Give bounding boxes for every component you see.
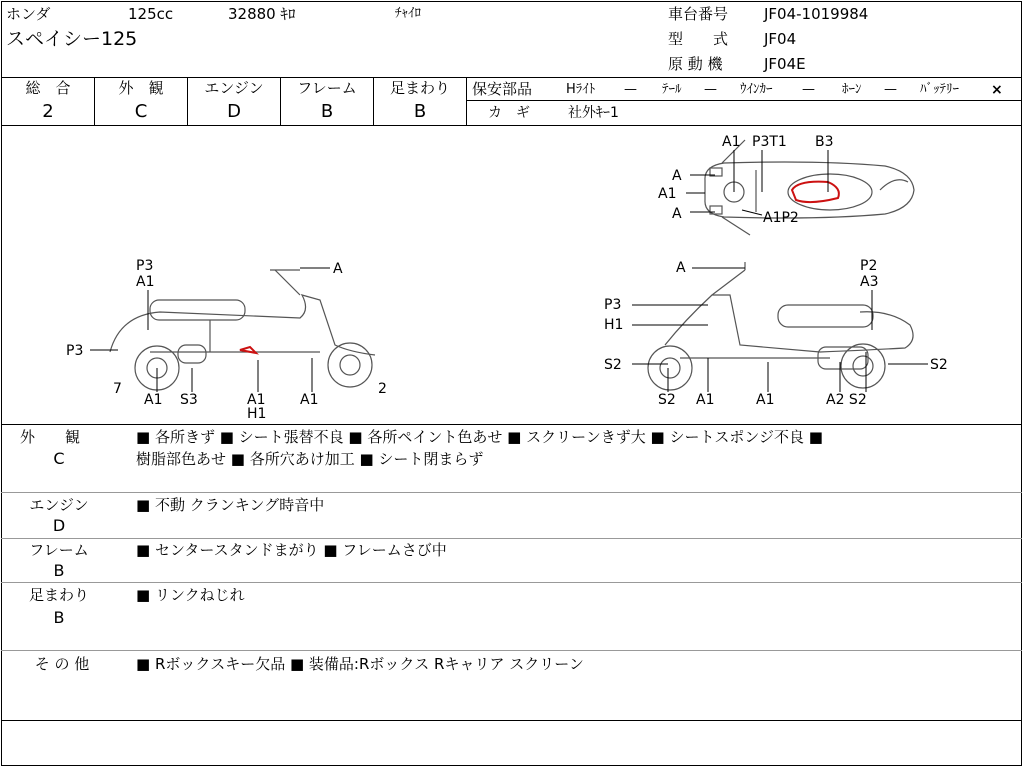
suspension-label: 足まわり — [28, 586, 89, 604]
model-name: スペイシー125 — [6, 28, 138, 50]
label-top-a1: A1 — [722, 134, 741, 150]
divider — [1, 582, 1022, 583]
grade-suspension-label: 足まわり — [389, 79, 450, 97]
frame-remarks: ■ センタースタンドまがり ■ フレームさび中 — [136, 541, 447, 559]
label-top-a1-left: A1 — [658, 186, 677, 202]
safety-item-battery: ﾊﾞｯﾃﾘｰ — [920, 82, 959, 97]
grade-overall-label: 総 合 — [25, 79, 71, 97]
safety-item-tail: ﾃｰﾙ — [662, 82, 682, 97]
maker: ホンダ — [6, 5, 51, 23]
label-right-a1-floor: A1 — [696, 392, 715, 408]
frame-grade: B — [53, 561, 65, 580]
grade-suspension-value: B — [413, 101, 427, 122]
engine-label: エンジン — [29, 496, 89, 514]
damage-mark-top — [792, 182, 839, 202]
label-right-a1-body: A1 — [756, 392, 775, 408]
label-left-h1: H1 — [247, 406, 267, 422]
grade-frame-label: フレーム — [297, 79, 357, 97]
engine-remarks: ■ 不動 クランキング時音中 — [136, 496, 325, 514]
divider — [1, 492, 1022, 493]
label-left-a1-rear: A1 — [300, 392, 319, 408]
frame-no-label: 車台番号 — [668, 5, 729, 23]
divider — [1, 538, 1022, 539]
label-left-p3: P3 — [136, 258, 154, 274]
label-right-p3: P3 — [604, 297, 622, 313]
grade-exterior-value: C — [134, 101, 148, 122]
safety-status-tail: — — [704, 82, 717, 97]
label-left-s3: S3 — [180, 392, 198, 408]
type-value: JF04 — [764, 30, 797, 48]
mileage: 32880 ｷﾛ — [228, 5, 296, 23]
grade-overall-value: 2 — [42, 101, 54, 122]
label-top-a-lower: A — [672, 206, 682, 222]
label-left-7: 7 — [113, 381, 122, 397]
scooter-top-view — [705, 140, 914, 235]
label-left-a1-top: A1 — [136, 274, 155, 290]
divider — [1, 720, 1022, 721]
color: ﾁｬｲﾛ — [395, 6, 421, 21]
safety-status-winker: — — [802, 82, 815, 97]
label-right-a3: A3 — [860, 274, 879, 290]
suspension-remarks: ■ リンクねじれ — [136, 586, 245, 604]
label-right-s2-rear: S2 — [930, 357, 948, 373]
safety-status-horn: — — [884, 82, 897, 97]
divider — [1, 650, 1022, 651]
label-left-p3-front: P3 — [66, 343, 84, 359]
safety-item-horn: ﾎｰﾝ — [842, 82, 862, 97]
label-right-h1: H1 — [604, 317, 624, 333]
engine-grade: D — [52, 516, 66, 535]
key-label: カ ギ — [488, 105, 530, 121]
label-top-a-upper: A — [672, 168, 682, 184]
label-left-a-bar: A — [333, 261, 343, 277]
engine-value: JF04E — [764, 55, 806, 73]
label-right-s2-front: S2 — [604, 357, 622, 373]
frame-label: フレーム — [29, 541, 89, 559]
other-remarks: ■ Rボックスキー欠品 ■ 装備品:Rボックス Rキャリア スクリーン — [136, 655, 584, 673]
label-top-a1p2: A1P2 — [763, 210, 799, 226]
engine-label: 原 動 機 — [668, 55, 723, 73]
label-left-a1: A1 — [144, 392, 163, 408]
label-top-b3: B3 — [815, 134, 834, 150]
suspension-grade: B — [53, 608, 65, 627]
type-label: 型 式 — [668, 30, 729, 48]
exterior-remarks-1: ■ 各所きず ■ シート張替不良 ■ 各所ペイント色あせ ■ スクリーンきず大 ■ シートスポンジ不良 ■ — [136, 428, 823, 446]
safety-item-winker: ｳｲﾝｶｰ — [740, 82, 773, 97]
label-right-a2s2: A2 S2 — [826, 392, 867, 408]
grade-engine-value: D — [227, 101, 241, 122]
label-left-2: 2 — [378, 381, 387, 397]
grade-engine-label: エンジン — [204, 79, 264, 97]
safety-status-headlight: — — [624, 82, 637, 97]
other-label: そ の 他 — [34, 655, 90, 673]
label-right-s2-wheel: S2 — [658, 392, 676, 408]
exterior-label: 外 観 — [19, 428, 80, 446]
label-top-p3t1: P3T1 — [752, 134, 787, 150]
safety-label: 保安部品 — [472, 80, 533, 98]
label-right-p2: P2 — [860, 258, 878, 274]
callout-lines — [90, 150, 928, 392]
exterior-remarks-2: 樹脂部色あせ ■ 各所穴あけ加工 ■ シート閉まらず — [136, 450, 484, 468]
frame-no: JF04-1019984 — [764, 5, 869, 23]
safety-status-battery: × — [991, 82, 1003, 98]
label-right-a-bar: A — [676, 260, 686, 276]
displacement: 125cc — [128, 5, 174, 23]
exterior-grade: C — [53, 449, 65, 468]
safety-item-headlight: Hﾗｲﾄ — [566, 82, 596, 97]
label-left-a1-seat: A1 — [247, 392, 266, 408]
grade-frame-value: B — [320, 101, 334, 122]
key-value: 社外ｷｰ1 — [568, 105, 619, 121]
grade-exterior-label: 外 観 — [118, 79, 164, 97]
